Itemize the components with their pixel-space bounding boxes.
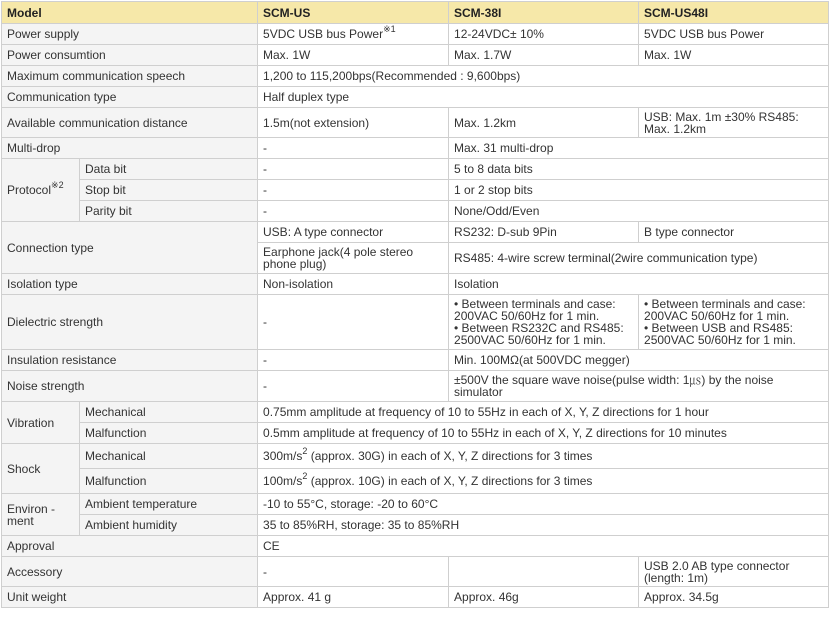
cell-all-models: 0.5mm amplitude at frequency of 10 to 55Hz in each of X, Y, Z directions for 10 minutes <box>258 423 829 444</box>
cell-text: (approx. 30G) in each of X, Y, Z directions for 3 times <box>307 449 593 463</box>
cell-scm-38i-us48i: Min. 100MΩ(at 500VDC megger) <box>449 350 829 371</box>
row-weight <box>2 587 829 608</box>
cell-scm-us: - <box>258 557 449 587</box>
row-label: Unit weight <box>2 587 258 608</box>
row-label: Available communication distance <box>2 108 258 138</box>
cell-scm-38i-us48i: 1 or 2 stop bits <box>449 180 829 201</box>
row-dielectric <box>2 295 829 350</box>
group-label-environment <box>2 494 80 536</box>
sub-label: Malfunction <box>80 423 258 444</box>
cell-scm-us: - <box>258 350 449 371</box>
cell-scm-38i-us48i: ±500V the square wave noise(pulse width: 1㎲) by the noise simulator <box>449 371 829 402</box>
row-isolation <box>2 274 829 295</box>
header-model: Model <box>2 2 258 24</box>
footnote-mark: ※2 <box>51 180 64 190</box>
row-protocol-parity-bit <box>2 201 829 222</box>
group-label-text: ment <box>7 513 34 528</box>
superscript: 2 <box>302 446 308 456</box>
row-protocol-stop-bit <box>2 180 829 201</box>
cell-scm-us48i: 5VDC USB bus Power <box>639 24 829 45</box>
row-label: Noise strength <box>2 371 258 402</box>
cell-scm-us: - <box>258 180 449 201</box>
cell-scm-38i-us48i: 5 to 8 data bits <box>449 159 829 180</box>
text-line: 200VAC 50/60Hz for 1 min. <box>454 309 600 323</box>
sub-label: Parity bit <box>80 201 258 222</box>
cell-scm-us: - <box>258 201 449 222</box>
cell-scm-38i: 12-24VDC± 10% <box>449 24 639 45</box>
row-protocol-data-bit <box>2 159 829 180</box>
row-shock-mechanical <box>2 444 829 469</box>
cell-scm-us: Approx. 41 g <box>258 587 449 608</box>
cell-text: 5VDC USB bus Power <box>263 27 384 41</box>
cell-scm-us48i: USB 2.0 AB type connector (length: 1m) <box>639 557 829 587</box>
header-scm-38i: SCM-38I <box>449 2 639 24</box>
row-distance <box>2 108 829 138</box>
row-label: Maximum communication speech <box>2 66 258 87</box>
cell-scm-us: - <box>258 138 449 159</box>
text-line: • Between USB and RS485: <box>644 321 793 335</box>
sub-label: Malfunction <box>80 469 258 494</box>
row-environment-humidity <box>2 515 829 536</box>
cell-scm-us: USB: A type connector <box>258 222 449 243</box>
row-max-speed <box>2 66 829 87</box>
superscript: 2 <box>302 471 308 481</box>
cell-scm-38i: Max. 1.7W <box>449 45 639 66</box>
cell-text: (approx. 10G) in each of X, Y, Z directions for 3 times <box>307 474 593 488</box>
cell-scm-38i-us48i: Max. 31 multi-drop <box>449 138 829 159</box>
group-label-text: Environ - <box>7 501 56 516</box>
cell-all-models <box>258 444 829 469</box>
row-vibration-malfunction <box>2 423 829 444</box>
cell-all-models: -10 to 55°C, storage: -20 to 60°C <box>258 494 829 515</box>
row-approval <box>2 536 829 557</box>
row-label: Isolation type <box>2 274 258 295</box>
row-label: Dielectric strength <box>2 295 258 350</box>
cell-all-models <box>258 469 829 494</box>
cell-scm-us: - <box>258 159 449 180</box>
cell-scm-38i-us48i: Isolation <box>449 274 829 295</box>
row-multidrop <box>2 138 829 159</box>
row-label: Power consumtion <box>2 45 258 66</box>
cell-scm-38i <box>449 295 639 350</box>
cell-scm-us <box>258 24 449 45</box>
cell-scm-us48i: Approx. 34.5g <box>639 587 829 608</box>
cell-scm-us48i: Max. 1W <box>639 45 829 66</box>
sub-label: Mechanical <box>80 402 258 423</box>
row-label: Multi-drop <box>2 138 258 159</box>
cell-all-models: 35 to 85%RH, storage: 35 to 85%RH <box>258 515 829 536</box>
group-label-text: Protocol <box>7 183 52 197</box>
row-comm-type <box>2 87 829 108</box>
cell-scm-38i: Max. 1.2km <box>449 108 639 138</box>
sub-label: Ambient humidity <box>80 515 258 536</box>
row-accessory <box>2 557 829 587</box>
row-label: Approval <box>2 536 258 557</box>
text-line: 200VAC 50/60Hz for 1 min. <box>644 309 790 323</box>
cell-text: 300m/s <box>263 449 303 463</box>
row-shock-malfunction <box>2 469 829 494</box>
row-vibration-mechanical <box>2 402 829 423</box>
text-line: 2500VAC 50/60Hz for 1 min. <box>644 333 796 347</box>
cell-scm-us: - <box>258 295 449 350</box>
sub-label: Ambient temperature <box>80 494 258 515</box>
spec-table <box>1 1 829 608</box>
row-noise <box>2 371 829 402</box>
cell-scm-us: Earphone jack(4 pole stereo phone plug) <box>258 243 449 274</box>
cell-all-models: 0.75mm amplitude at frequency of 10 to 55Hz in each of X, Y, Z directions for 1 hour <box>258 402 829 423</box>
cell-scm-38i-us48i: None/Odd/Even <box>449 201 829 222</box>
row-power-supply <box>2 24 829 45</box>
cell-all-models: 1,200 to 115,200bps(Recommended : 9,600bps) <box>258 66 829 87</box>
row-label: Communication type <box>2 87 258 108</box>
cell-all-models: Half duplex type <box>258 87 829 108</box>
group-label-shock: Shock <box>2 444 80 494</box>
cell-scm-38i-us48i: RS485: 4-wire screw terminal(2wire communication type) <box>449 243 829 274</box>
cell-scm-38i <box>449 557 639 587</box>
row-label: Insulation resistance <box>2 350 258 371</box>
footnote-mark: ※1 <box>383 24 396 34</box>
row-power-consumption <box>2 45 829 66</box>
cell-scm-us48i: B type connector <box>639 222 829 243</box>
group-label-protocol <box>2 159 80 222</box>
cell-scm-us: 1.5m(not extension) <box>258 108 449 138</box>
cell-text: 100m/s <box>263 474 303 488</box>
cell-all-models: CE <box>258 536 829 557</box>
cell-scm-us48i: USB: Max. 1m ±30% RS485: Max. 1.2km <box>639 108 829 138</box>
group-label-vibration: Vibration <box>2 402 80 444</box>
header-scm-us: SCM-US <box>258 2 449 24</box>
row-insulation <box>2 350 829 371</box>
header-row <box>2 2 829 24</box>
header-scm-us48i: SCM-US48I <box>639 2 829 24</box>
sub-label: Stop bit <box>80 180 258 201</box>
row-label: Power supply <box>2 24 258 45</box>
cell-scm-us: - <box>258 371 449 402</box>
row-environment-temperature <box>2 494 829 515</box>
cell-scm-us: Non-isolation <box>258 274 449 295</box>
row-connection-1 <box>2 222 829 243</box>
text-line: • Between terminals and case: <box>454 297 616 311</box>
text-line: • Between RS232C and RS485: <box>454 321 624 335</box>
text-line: • Between terminals and case: <box>644 297 806 311</box>
row-label: Accessory <box>2 557 258 587</box>
cell-scm-38i: Approx. 46g <box>449 587 639 608</box>
row-label: Connection type <box>2 222 258 274</box>
cell-scm-38i: RS232: D-sub 9Pin <box>449 222 639 243</box>
cell-scm-us48i <box>639 295 829 350</box>
sub-label: Mechanical <box>80 444 258 469</box>
text-line: 2500VAC 50/60Hz for 1 min. <box>454 333 606 347</box>
sub-label: Data bit <box>80 159 258 180</box>
cell-scm-us: Max. 1W <box>258 45 449 66</box>
